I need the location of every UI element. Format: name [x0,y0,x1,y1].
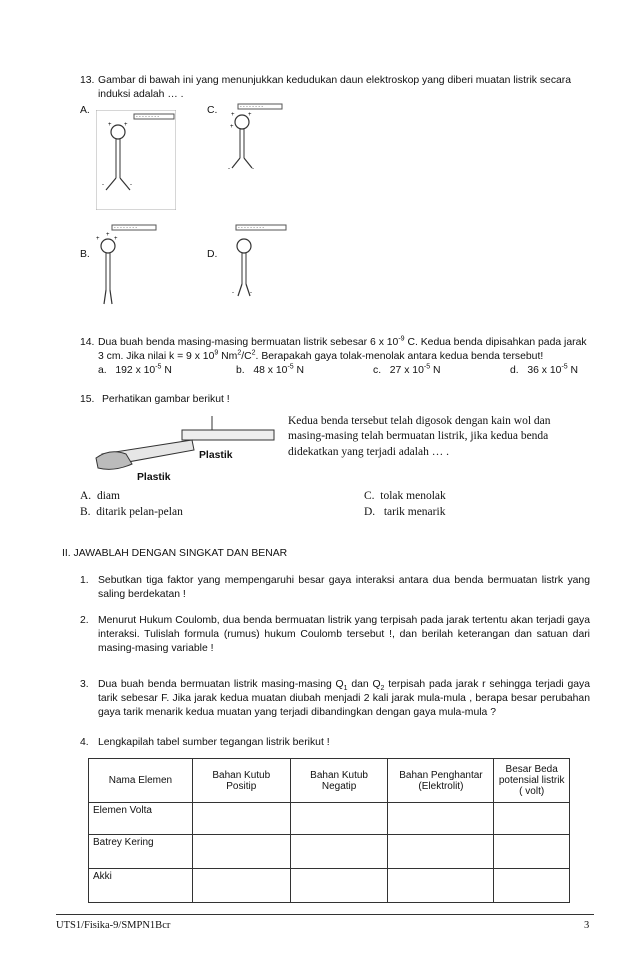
svg-text:+: + [106,232,110,238]
svg-text:-: - [252,166,254,172]
plastik-label-top: Plastik [199,450,233,461]
table-cell[interactable] [494,869,570,903]
s2-item3-text: Dua buah benda bermuatan listrik masing-masing $Q_1$ dan $Q_2$ terpisah pada jarak r sehingga terjadi gaya tarik sebesar F. Jika jarak kedua muatan diubah menjadi 2 kali jarak mula-mula , berapa besar perubahan gaya tarik menarik kedua muatan yang terjadi dibandingkan dengan gaya mula-mula ? [98,679,590,718]
table-row [89,803,570,835]
svg-text:+: + [108,122,112,128]
table-cell[interactable] [192,869,290,903]
q14-line1: Dua buah benda masing-masing bermuatan listrik sebesar 6 x $10^{-9}$ C. Kedua benda dipisahkan pada jarak [98,335,587,348]
table-cell[interactable] [388,803,494,835]
s2-item1-text: Sebutkan tiga faktor yang mempengaruhi besar gaya interaksi antara dua benda bermuatan listrk yang saling berdekatan ! [98,575,590,600]
table-cell[interactable] [388,835,494,869]
q15-number: 15. [80,394,95,405]
s2-item2-text: Menurut Hukum Coulomb, dua benda bermuatan listrik yang terpisah pada jarak tertentu akan terjadi gaya interaksi. Tulislah formula (rumus) hukum Coulomb tersebut !, dan berilah keterangan dan satuan dari masing-masing variable ! [98,615,590,654]
electroscope-c-figure [228,100,288,210]
table-header-cell: Bahan Penghantar (Elektrolit) [388,759,494,803]
q14-option-c[interactable]: c. 27 x $10^{-5}$ N [373,363,441,376]
table-cell[interactable] [192,835,290,869]
table-row-label: Akki [89,869,193,903]
page-number: 3 [584,920,590,931]
voltage-source-table [88,758,570,903]
q15-prompt: Perhatikan gambar berikut ! [102,394,230,405]
svg-text:-: - [250,290,252,296]
q14-option-b[interactable]: b. 48 x $10^{-5}$ N [236,363,305,376]
svg-text:+: + [231,112,235,118]
svg-text:- - - - - - - -: - - - - - - - - [114,225,138,231]
table-cell[interactable] [494,803,570,835]
svg-text:+: + [96,236,100,242]
q13-number: 13. [80,75,95,86]
electroscope-a-figure [96,110,176,210]
table-row [89,869,570,903]
q14-option-a[interactable]: a. 192 x $10^{-5}$ N [98,363,172,376]
table-cell[interactable] [290,803,388,835]
svg-text:-: - [130,182,132,188]
q15-option-d[interactable]: D. tarik menarik [364,506,446,518]
section2-heading: II. JAWABLAH DENGAN SINGKAT DAN BENAR [62,548,288,559]
table-cell[interactable] [388,869,494,903]
svg-text:+: + [248,112,252,118]
s2-item1-number: 1. [80,575,89,586]
table-header-cell: Bahan Kutub Positip [192,759,290,803]
table-header-row [89,759,570,803]
table-cell[interactable] [192,803,290,835]
svg-text:+: + [114,236,118,242]
q14-option-d[interactable]: d. 36 x $10^{-5}$ N [510,363,579,376]
electroscope-b-figure [92,222,172,312]
svg-text:+: + [230,124,234,130]
table-row [89,835,570,869]
q14-line2: 3 cm. Jika nilai k = 9 x $10^9$ $Nm^2/C^2$. Berapakah gaya tolak-menolak antara kedua benda tersebut! [98,349,544,362]
q13-label-d: D. [207,249,218,260]
table-row-label: Elemen Volta [89,803,193,835]
s2-item3-number: 3. [80,679,89,690]
svg-text:- - - - - - - - -: - - - - - - - - - [238,225,265,231]
table-cell[interactable] [290,835,388,869]
svg-text:- - - - - - - -: - - - - - - - - [240,104,264,110]
plastic-rods-figure [92,414,282,490]
footer-divider [56,914,594,915]
s2-item2-number: 2. [80,615,89,626]
table-cell[interactable] [290,869,388,903]
q13-text: Gambar di bawah ini yang menunjukkan kedudukan daun elektroskop yang diberi muatan listrik secara induksi adalah … . [98,75,572,100]
q14-number: 14. [80,337,95,348]
q13-label-a: A. [80,105,90,116]
table-header-cell: Nama Elemen [89,759,193,803]
table-header-cell: Bahan Kutub Negatip [290,759,388,803]
table-header-cell: Besar Beda potensial listrik ( volt) [494,759,570,803]
footer-left: UTS1/Fisika-9/SMPN1Bcr [56,920,171,931]
svg-text:-: - [102,182,104,188]
table-row-label: Batrey Kering [89,835,193,869]
svg-text:- - - - - - - -: - - - - - - - - [136,114,160,120]
q13-label-c: C. [207,105,218,116]
q15-description: Kedua benda tersebut telah digosok dengan kain wol dan masing-masing telah bermuatan listrik, jika kedua benda didekatkan yang terjadi adalah … . [288,415,551,458]
s2-item4-number: 4. [80,737,89,748]
svg-text:+: + [124,122,128,128]
q13-label-b: B. [80,249,90,260]
svg-text:-: - [232,290,234,296]
q15-option-b[interactable]: B. ditarik pelan-pelan [80,506,183,518]
electroscope-d-figure [226,222,306,312]
q15-option-a[interactable]: A. diam [80,490,120,502]
s2-item4-text: Lengkapilah tabel sumber tegangan listrik berikut ! [98,737,330,748]
q15-option-c[interactable]: C. tolak menolak [364,490,446,502]
svg-text:-: - [228,166,230,172]
table-cell[interactable] [494,835,570,869]
plastik-label-bottom: Plastik [137,472,171,483]
